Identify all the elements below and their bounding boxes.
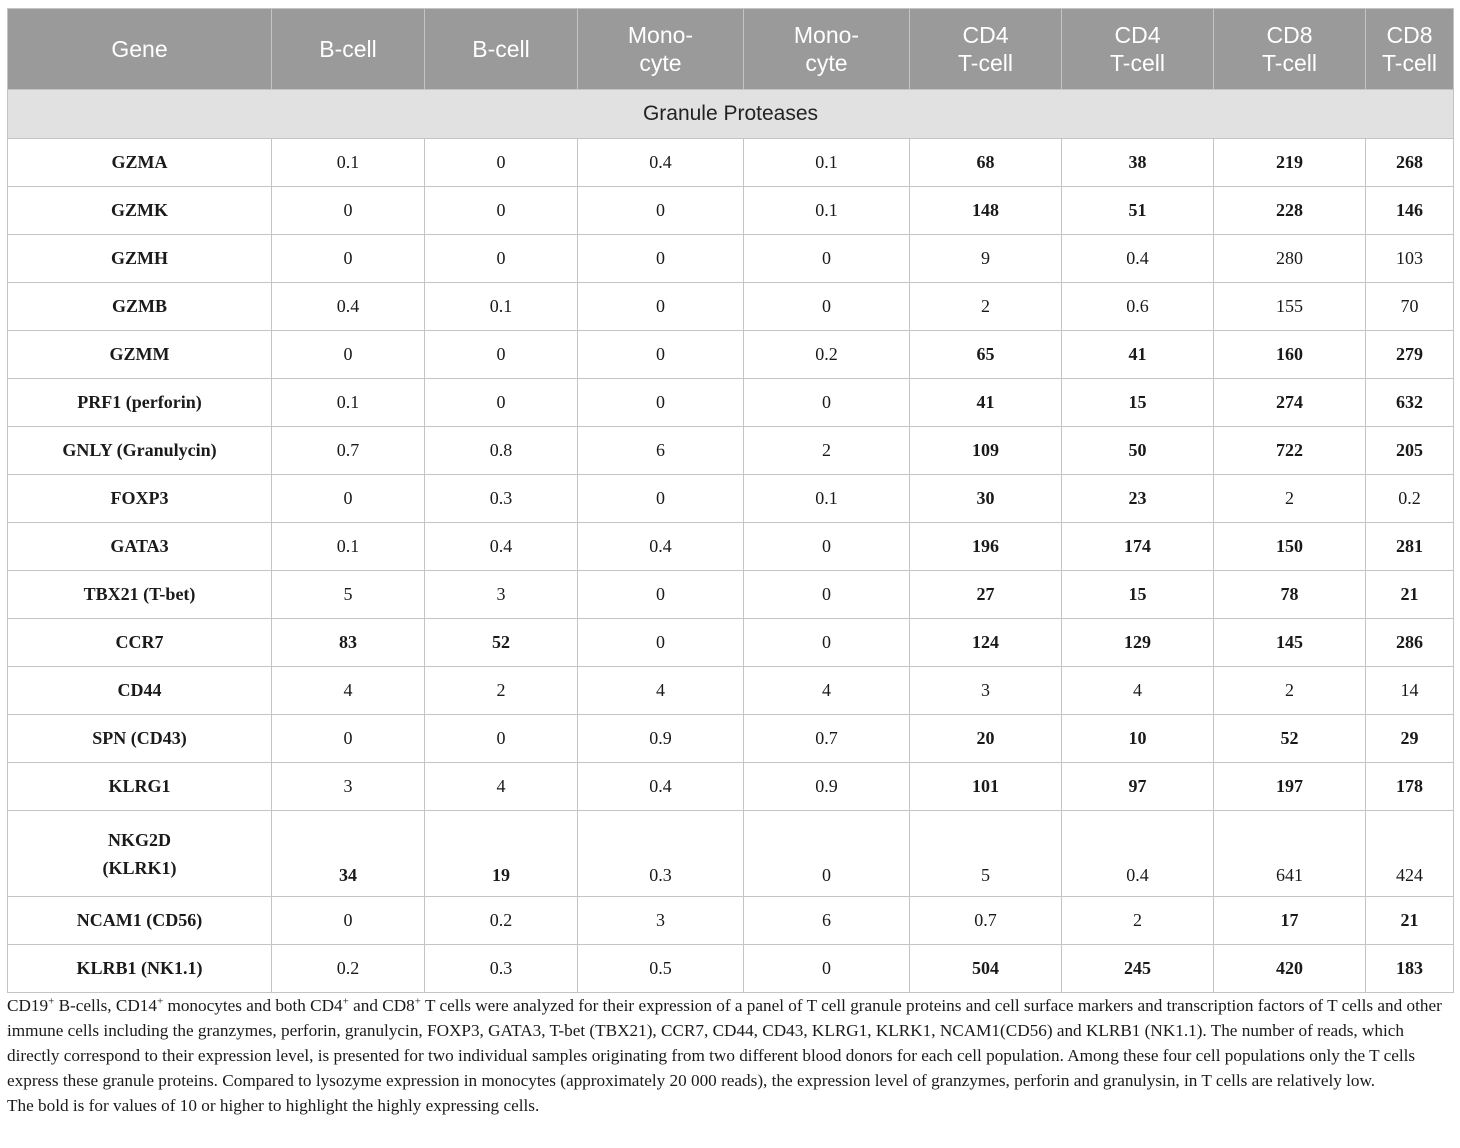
read-count-cell: 4 [272,667,425,715]
gene-name-cell [8,283,272,331]
read-count-cell: 5 [910,811,1062,897]
read-count-cell: 280 [1214,235,1366,283]
table-row [8,523,1454,571]
read-count-cell: 14 [1366,667,1454,715]
read-count-cell: 641 [1214,811,1366,897]
read-count-cell: 0 [744,379,910,427]
gene-name-cell [8,571,272,619]
read-count-cell: 0 [744,619,910,667]
read-count-cell: 101 [910,763,1062,811]
read-count-cell: 0.1 [744,187,910,235]
read-count-cell: 83 [272,619,425,667]
read-count-cell: 0 [744,571,910,619]
caption-text: T cells were analyzed for their expression of a panel of T cell granule proteins and cell surface markers and transcription factors of T cells and other immune cells including the granzymes, perforin, granulycin, FOXP3, GATA3, T-bet (TBX21), CCR7, CD44, CD43, KLRG1, KLRK1, NCAM1(CD56) and KLRB1 (NK1.1). The number of reads, which directly correspond to their expression level, is presented for two individual samples originating from two different blood donors for each cell population. Among these four cell populations only the T cells express these granule proteins. Compared to lysozyme expression in monocytes (approximately 20 000 reads), the expression level of granzymes, perforin and granulysin, in T cells are relatively low. [7,996,1442,1090]
read-count-cell: 0.3 [425,945,578,993]
section-row [8,90,1454,139]
read-count-cell: 420 [1214,945,1366,993]
table-row [8,139,1454,187]
read-count-cell: 286 [1366,619,1454,667]
read-count-cell: 0 [578,331,744,379]
read-count-cell: 30 [910,475,1062,523]
read-count-cell: 124 [910,619,1062,667]
read-count-cell: 196 [910,523,1062,571]
header-label-line: T-cell [1110,50,1165,76]
read-count-cell: 0.7 [272,427,425,475]
read-count-cell: 0.1 [272,523,425,571]
caption-superscript: + [156,995,164,1008]
read-count-cell: 19 [425,811,578,897]
gene-name: PRF1 (perforin) [77,392,202,412]
header-cell-type [272,9,425,90]
header-cell-type [425,9,578,90]
read-count-cell: 0.7 [744,715,910,763]
read-count-cell: 0.7 [910,897,1062,945]
read-count-cell: 0 [272,715,425,763]
gene-name: KLRB1 (NK1.1) [76,958,203,978]
read-count-cell: 0 [272,187,425,235]
read-count-cell: 2 [425,667,578,715]
gene-name-cell [8,139,272,187]
table-row [8,897,1454,945]
read-count-cell: 0 [578,619,744,667]
table-row [8,379,1454,427]
read-count-cell: 245 [1062,945,1214,993]
read-count-cell: 70 [1366,283,1454,331]
read-count-cell: 0 [425,331,578,379]
read-count-cell: 0 [744,235,910,283]
read-count-cell: 3 [272,763,425,811]
caption-paragraph [7,993,1455,1093]
table-header-row [8,9,1454,90]
read-count-cell: 0 [272,475,425,523]
header-label-line: CD8 [1386,22,1433,48]
caption-note: The bold is for values of 10 or higher to highlight the highly expressing cells. [7,1096,540,1115]
read-count-cell: 9 [910,235,1062,283]
read-count-cell: 146 [1366,187,1454,235]
read-count-cell: 103 [1366,235,1454,283]
read-count-cell: 0.1 [272,139,425,187]
table-row [8,667,1454,715]
read-count-cell: 0 [744,945,910,993]
caption-text: and CD8 [348,996,415,1015]
header-label-line: T-cell [958,50,1013,76]
read-count-cell: 23 [1062,475,1214,523]
read-count-cell: 0 [425,139,578,187]
read-count-cell: 0.2 [272,945,425,993]
caption-superscript: + [342,995,349,1008]
table-row [8,619,1454,667]
read-count-cell: 0.1 [744,139,910,187]
read-count-cell: 17 [1214,897,1366,945]
header-label-line: CD8 [1266,22,1313,48]
header-cell-type [910,9,1062,90]
table-row [8,715,1454,763]
read-count-cell: 0 [578,235,744,283]
read-count-cell: 0.4 [272,283,425,331]
read-count-cell: 0.4 [578,139,744,187]
read-count-cell: 0.3 [425,475,578,523]
read-count-cell: 0 [578,379,744,427]
read-count-cell: 504 [910,945,1062,993]
read-count-cell: 0.2 [425,897,578,945]
read-count-cell: 268 [1366,139,1454,187]
read-count-cell: 20 [910,715,1062,763]
read-count-cell: 0.1 [744,475,910,523]
table-caption [7,993,1455,1118]
read-count-cell: 38 [1062,139,1214,187]
read-count-cell: 219 [1214,139,1366,187]
read-count-cell: 632 [1366,379,1454,427]
gene-name: GZMM [109,344,170,364]
table-row [8,283,1454,331]
read-count-cell: 279 [1366,331,1454,379]
read-count-cell: 145 [1214,619,1366,667]
header-cell-type [1366,9,1454,90]
read-count-cell: 0.4 [578,523,744,571]
header-label-line: cyte [805,50,848,76]
read-count-cell: 0 [578,283,744,331]
caption-text: monocytes and both CD4 [163,996,343,1015]
gene-name: GZMB [111,296,167,316]
table-row [8,187,1454,235]
gene-name: SPN (CD43) [92,728,187,748]
header-label-line: B-cell [472,36,530,62]
header-label-line: CD4 [1114,22,1161,48]
gene-name-cell [8,523,272,571]
header-label-line: T-cell [1382,50,1437,76]
read-count-cell: 3 [910,667,1062,715]
read-count-cell: 205 [1366,427,1454,475]
read-count-cell: 52 [425,619,578,667]
gene-name: GATA3 [110,536,169,556]
gene-name-cell [8,619,272,667]
read-count-cell: 41 [910,379,1062,427]
read-count-cell: 0 [425,235,578,283]
read-count-cell: 78 [1214,571,1366,619]
read-count-cell: 50 [1062,427,1214,475]
read-count-cell: 2 [1062,897,1214,945]
table-row [8,811,1454,897]
read-count-cell: 21 [1366,897,1454,945]
read-count-cell: 65 [910,331,1062,379]
read-count-cell: 228 [1214,187,1366,235]
gene-name-cell [8,427,272,475]
gene-name: CD44 [117,680,162,700]
header-label-line: T-cell [1262,50,1317,76]
read-count-cell: 0.9 [744,763,910,811]
read-count-cell: 183 [1366,945,1454,993]
read-count-cell: 0.4 [1062,811,1214,897]
read-count-cell: 424 [1366,811,1454,897]
read-count-cell: 0 [578,571,744,619]
header-label-line: Gene [111,36,168,62]
read-count-cell: 281 [1366,523,1454,571]
header-cell-type [744,9,910,90]
gene-name-cell [8,897,272,945]
gene-name-cell [8,667,272,715]
header-cell-type [1214,9,1366,90]
read-count-cell: 15 [1062,379,1214,427]
gene-name: GNLY (Granulycin) [62,440,217,460]
read-count-cell: 4 [578,667,744,715]
read-count-cell: 0 [744,523,910,571]
read-count-cell: 0.8 [425,427,578,475]
table-row [8,427,1454,475]
gene-name: (KLRK1) [102,857,177,878]
gene-name-cell [8,763,272,811]
read-count-cell: 0.4 [578,763,744,811]
read-count-cell: 4 [744,667,910,715]
gene-name-cell [8,331,272,379]
header-label-line: CD4 [962,22,1009,48]
read-count-cell: 0.4 [1062,235,1214,283]
read-count-cell: 2 [910,283,1062,331]
gene-name-cell [8,475,272,523]
read-count-cell: 68 [910,139,1062,187]
read-count-cell: 0 [578,187,744,235]
header-label-line: Mono- [793,22,860,48]
gene-name-cell [8,379,272,427]
read-count-cell: 109 [910,427,1062,475]
header-label-line: Mono- [627,22,694,48]
gene-name: FOXP3 [110,488,169,508]
read-count-cell: 2 [1214,667,1366,715]
read-count-cell: 51 [1062,187,1214,235]
expression-table [7,8,1454,993]
read-count-cell: 0 [425,187,578,235]
read-count-cell: 2 [1214,475,1366,523]
table-row [8,945,1454,993]
section-title: Granule Proteases [8,90,1454,139]
table-row [8,475,1454,523]
read-count-cell: 0.3 [578,811,744,897]
read-count-cell: 21 [1366,571,1454,619]
caption-text: B-cells, CD14 [54,996,157,1015]
read-count-cell: 178 [1366,763,1454,811]
read-count-cell: 0 [744,811,910,897]
table-row [8,763,1454,811]
gene-name-cell [8,715,272,763]
read-count-cell: 160 [1214,331,1366,379]
read-count-cell: 0.2 [744,331,910,379]
read-count-cell: 0 [578,475,744,523]
read-count-cell: 0 [272,235,425,283]
header-gene [8,9,272,90]
read-count-cell: 10 [1062,715,1214,763]
read-count-cell: 0.2 [1366,475,1454,523]
read-count-cell: 0.4 [425,523,578,571]
gene-name: TBX21 (T-bet) [83,584,196,604]
gene-name-cell [8,235,272,283]
read-count-cell: 155 [1214,283,1366,331]
read-count-cell: 274 [1214,379,1366,427]
gene-name: KLRG1 [108,776,171,796]
read-count-cell: 41 [1062,331,1214,379]
read-count-cell: 0 [272,331,425,379]
gene-name: CCR7 [115,632,164,652]
read-count-cell: 29 [1366,715,1454,763]
caption-text: CD19 [7,996,49,1015]
read-count-cell: 0 [744,283,910,331]
read-count-cell: 129 [1062,619,1214,667]
caption-superscript: + [414,995,421,1008]
read-count-cell: 3 [425,571,578,619]
gene-name: GZMK [111,200,168,220]
gene-name: NKG2D [108,829,171,850]
read-count-cell: 27 [910,571,1062,619]
table-row [8,571,1454,619]
read-count-cell: 15 [1062,571,1214,619]
read-count-cell: 0.1 [425,283,578,331]
header-cell-type [578,9,744,90]
read-count-cell: 0.6 [1062,283,1214,331]
read-count-cell: 0.1 [272,379,425,427]
gene-name-cell [8,187,272,235]
header-cell-type [1062,9,1214,90]
header-label-line: cyte [639,50,682,76]
read-count-cell: 5 [272,571,425,619]
read-count-cell: 34 [272,811,425,897]
header-label-line: B-cell [319,36,377,62]
read-count-cell: 0 [425,379,578,427]
read-count-cell: 6 [744,897,910,945]
gene-name: NCAM1 (CD56) [76,910,203,930]
read-count-cell: 4 [425,763,578,811]
gene-name-cell [8,811,272,897]
read-count-cell: 52 [1214,715,1366,763]
gene-name: GZMA [111,152,168,172]
table-row [8,235,1454,283]
read-count-cell: 6 [578,427,744,475]
read-count-cell: 0 [425,715,578,763]
read-count-cell: 0.9 [578,715,744,763]
gene-name: GZMH [111,248,168,268]
read-count-cell: 97 [1062,763,1214,811]
gene-name-cell [8,945,272,993]
read-count-cell: 174 [1062,523,1214,571]
read-count-cell: 150 [1214,523,1366,571]
read-count-cell: 722 [1214,427,1366,475]
read-count-cell: 0 [272,897,425,945]
read-count-cell: 4 [1062,667,1214,715]
read-count-cell: 3 [578,897,744,945]
read-count-cell: 197 [1214,763,1366,811]
caption-superscript: + [48,995,55,1008]
read-count-cell: 2 [744,427,910,475]
read-count-cell: 148 [910,187,1062,235]
read-count-cell: 0.5 [578,945,744,993]
table-row [8,331,1454,379]
